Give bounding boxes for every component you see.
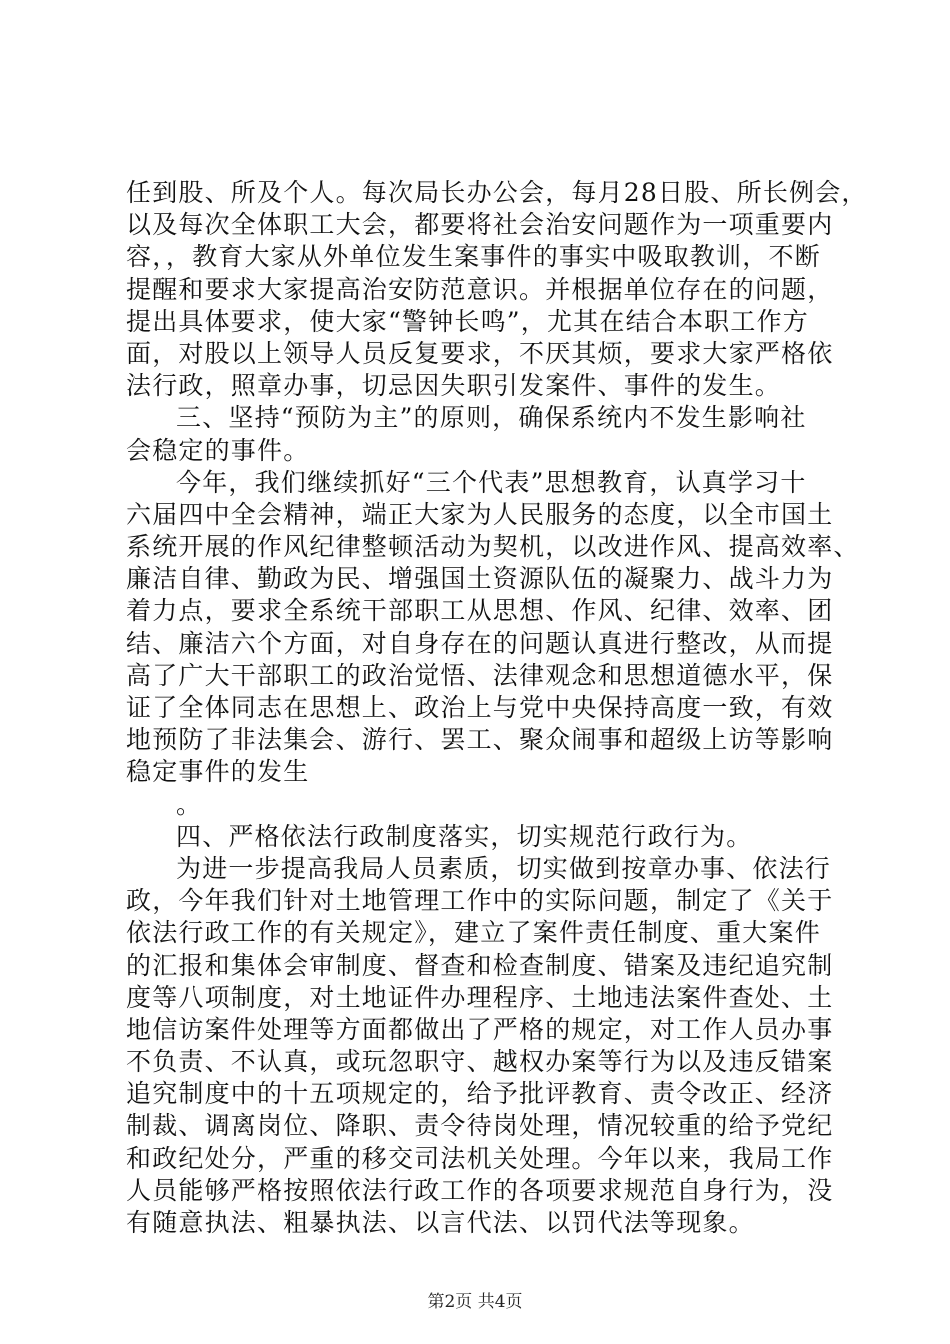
page-number-footer: 第2页 共4页: [427, 1292, 523, 1312]
body-text-line: 的汇报和集体会审制度、督查和检查制度、错案及违纪追究制: [126, 951, 834, 980]
body-text-line: 地预防了非法集会、游行、罢工、聚众闹事和超级上访等影响: [126, 725, 834, 754]
body-text-line: 今年，我们继续抓好“三个代表”思想教育，认真学习十: [176, 468, 807, 497]
body-text-line: 面，对股以上领导人员反复要求，不厌其烦，要求大家严格依: [126, 339, 834, 368]
body-text-line: 稳定事件的发生: [126, 757, 310, 786]
body-text-line: 依法行政工作的有关规定》，建立了案件责任制度、重大案件: [126, 918, 821, 947]
body-text-line: 任到股、所及个人。每次局长办公会，每月28日股、所长例会，: [126, 178, 868, 207]
body-text-line: 政，今年我们针对土地管理工作中的实际问题，制定了《关于: [126, 886, 834, 915]
body-text-line: 证了全体同志在思想上、政治上与党中央保持高度一致，有效: [126, 693, 834, 722]
section-heading: 三、坚持“预防为主”的原则，确保系统内不发生影响社: [176, 403, 807, 432]
body-text-line: 为进一步提高我局人员素质，切实做到按章办事、依法行: [176, 854, 832, 883]
section-heading: 四、严格依法行政制度落实，切实规范行政行为。: [176, 822, 753, 851]
body-text-line: 追究制度中的十五项规定的，给予批评教育、责令改正、经济: [126, 1079, 834, 1108]
body-text-line: 不负责、不认真，或玩忽职守、越权办案等行为以及违反错案: [126, 1047, 834, 1076]
body-text-line: 高了广大干部职工的政治觉悟、法律观念和思想道德水平，保: [126, 661, 834, 690]
body-text-line: 系统开展的作风纪律整顿活动为契机，以改进作风、提高效率、: [126, 532, 860, 561]
body-text-line: 容，，教育大家从外单位发生案事件的事实中吸取教训，不断: [126, 242, 821, 271]
body-text-line: 度等八项制度，对土地证件办理程序、土地违法案件查处、土: [126, 983, 834, 1012]
body-text-line: 六届四中全会精神，端正大家为人民服务的态度，以全市国土: [126, 500, 834, 529]
body-text-line: 。: [176, 790, 203, 819]
body-text-line: 提醒和要求大家提高治安防范意识。并根据单位存在的问题，: [126, 275, 834, 304]
body-text-line: 着力点，要求全系统干部职工从思想、作风、纪律、效率、团: [126, 596, 834, 625]
body-text-line: 地信访案件处理等方面都做出了严格的规定，对工作人员办事: [126, 1015, 834, 1044]
body-text-line: 制裁、调离岗位、降职、责令待岗处理，情况较重的给予党纪: [126, 1111, 834, 1140]
body-text-line: 有随意执法、粗暴执法、以言代法、以罚代法等现象。: [126, 1208, 755, 1237]
section-heading-continued: 会稳定的事件。: [126, 436, 310, 465]
body-text-line: 结、廉洁六个方面，对自身存在的问题认真进行整改，从而提: [126, 629, 834, 658]
body-text-line: 人员能够严格按照依法行政工作的各项要求规范自身行为，没: [126, 1176, 834, 1205]
body-text-line: 和政纪处分，严重的移交司法机关处理。今年以来，我局工作: [126, 1144, 834, 1173]
body-text-line: 法行政，照章办事，切忌因失职引发案件、事件的发生。: [126, 371, 782, 400]
body-text-line: 提出具体要求，使大家“警钟长鸣”，尤其在结合本职工作方: [126, 307, 809, 336]
body-text-line: 以及每次全体职工大会，都要将社会治安问题作为一项重要内: [126, 210, 834, 239]
body-text-line: 廉洁自律、勤政为民、增强国土资源队伍的凝聚力、战斗力为: [126, 564, 834, 593]
